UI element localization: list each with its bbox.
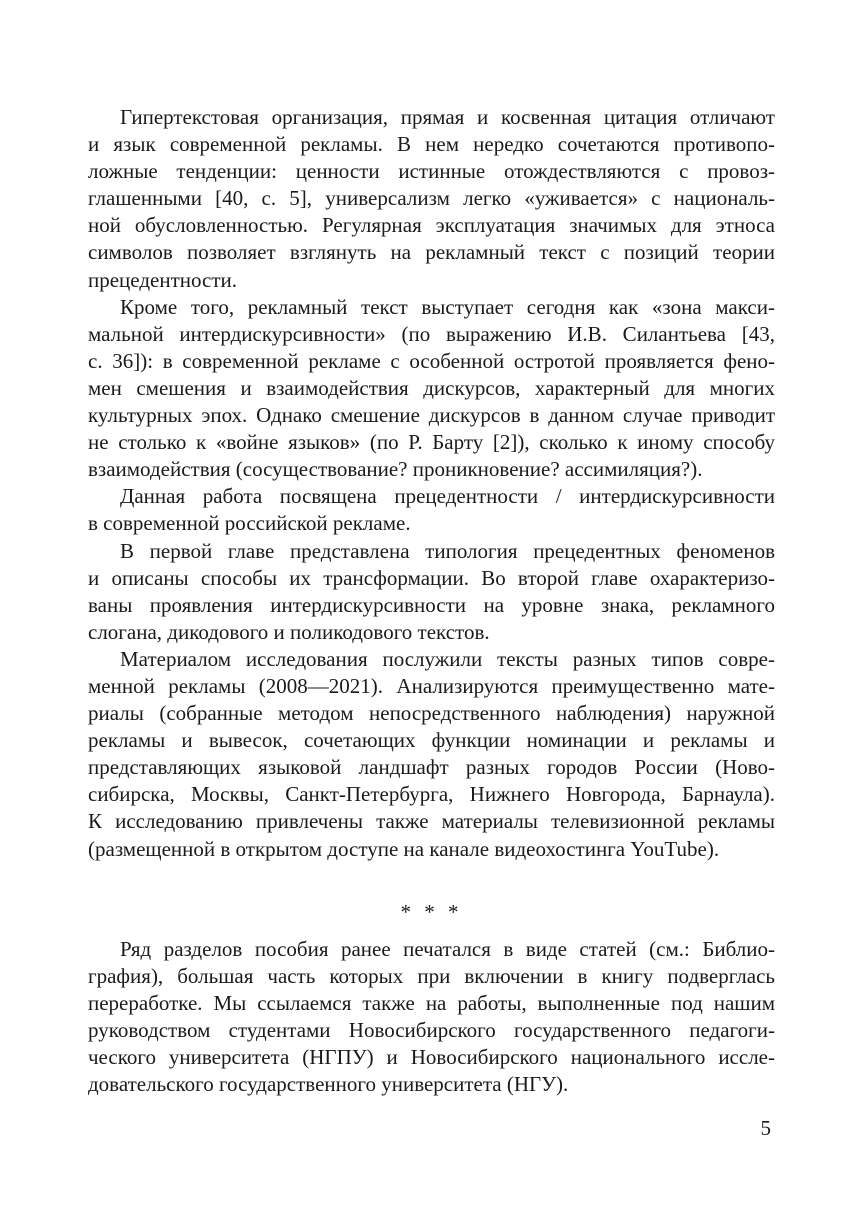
text-line: культурных эпох. Однако смешение дискурсов в данном случае приводит <box>88 403 775 428</box>
text-line: руководством студентами Новосибирского государственного педагоги- <box>88 1018 775 1042</box>
text-line: и описаны способы их трансформации. Во второй главе охарактеризо- <box>88 565 775 590</box>
text-line: ложные тенденции: ценности истинные отождествляются с провоз- <box>88 159 775 184</box>
text-line: мальной интердискурсивности» (по выражению И.В. Силантьева [43, <box>88 321 775 346</box>
text-line: символов позволяет взглянуть на рекламный текст с позиций теории <box>88 240 775 265</box>
text-line: В первой главе представлена типология прецедентных феноменов <box>120 538 775 563</box>
text-line: Кроме того, рекламный текст выступает сегодня как «зона макси- <box>120 294 775 319</box>
text-line: Материалом исследования послужили тексты разных типов совре- <box>120 646 775 671</box>
text-line: (размещенной в открытом доступе на канале видеохостинга YouTube). <box>88 836 720 861</box>
text-line: довательского государственного университета (НГУ). <box>88 1072 569 1097</box>
page-body <box>88 104 775 1098</box>
page-number: 5 <box>760 1116 771 1140</box>
text-line: мен смешения и взаимодействия дискурсов, характерный для многих <box>88 375 775 400</box>
paragraph <box>88 483 775 537</box>
text-line: прецедентности. <box>88 267 238 292</box>
paragraph <box>88 294 775 484</box>
text-line: рекламы и вывесок, сочетающих функции номинации и рекламы и <box>88 728 775 753</box>
text-line: и язык современной рекламы. В нем нередко сочетаются противопо- <box>88 132 775 157</box>
text-line: слогана, дикодового и поликодового текстов. <box>88 619 490 644</box>
text-line: ваны проявления интердискурсивности на уровне знака, рекламного <box>88 592 775 617</box>
paragraph <box>88 104 775 294</box>
text-line: Данная работа посвящена прецедентности / интердискурсивности <box>120 484 775 509</box>
text-line: Гипертекстовая организация, прямая и косвенная цитация отличают <box>120 105 775 129</box>
paragraph <box>88 538 775 646</box>
text-line: менной рекламы (2008—2021). Анализируются преимущественно мате- <box>88 673 775 698</box>
text-line: К исследованию привлечены также материалы телевизионной рекламы <box>88 809 775 834</box>
text-line: взаимодействия (сосуществование? проникновение? ассимиляция?). <box>88 457 703 482</box>
text-line: не столько к «войне языков» (по Р. Барту [2]), сколько к иному способу <box>88 430 775 455</box>
text-line: ческого университета (НГПУ) и Новосибирского национального иссле- <box>88 1045 775 1070</box>
text-line: сибирска, Москвы, Санкт-Петербурга, Нижнего Новгорода, Барнаула). <box>88 782 775 807</box>
paragraphs-before-separator <box>88 104 775 863</box>
paragraph <box>88 936 775 1099</box>
text-line: с. 36]): в современной рекламе с особенной остротой проявляется фено- <box>88 348 775 373</box>
section-separator: * * * <box>400 899 463 924</box>
text-line: графия), большая часть которых при включении в книгу подверглась <box>88 963 775 988</box>
paragraphs-after-separator <box>88 936 775 1099</box>
text-line: риалы (собранные методом непосредственного наблюдения) наружной <box>88 701 775 726</box>
text-line: глашенными [40, с. 5], универсализм легко «уживается» с националь- <box>88 186 775 211</box>
text-line: в современной российской рекламе. <box>88 511 411 536</box>
text-line: Ряд разделов пособия ранее печатался в виде статей (см.: Библио- <box>120 936 775 961</box>
text-line: ной обусловленностью. Регулярная эксплуатация значимых для этноса <box>88 213 775 238</box>
text-line: представляющих языковой ландшафт разных городов России (Ново- <box>88 755 775 780</box>
text-line: переработке. Мы ссылаемся также на работы, выполненные под нашим <box>88 990 775 1015</box>
paragraph <box>88 646 775 863</box>
